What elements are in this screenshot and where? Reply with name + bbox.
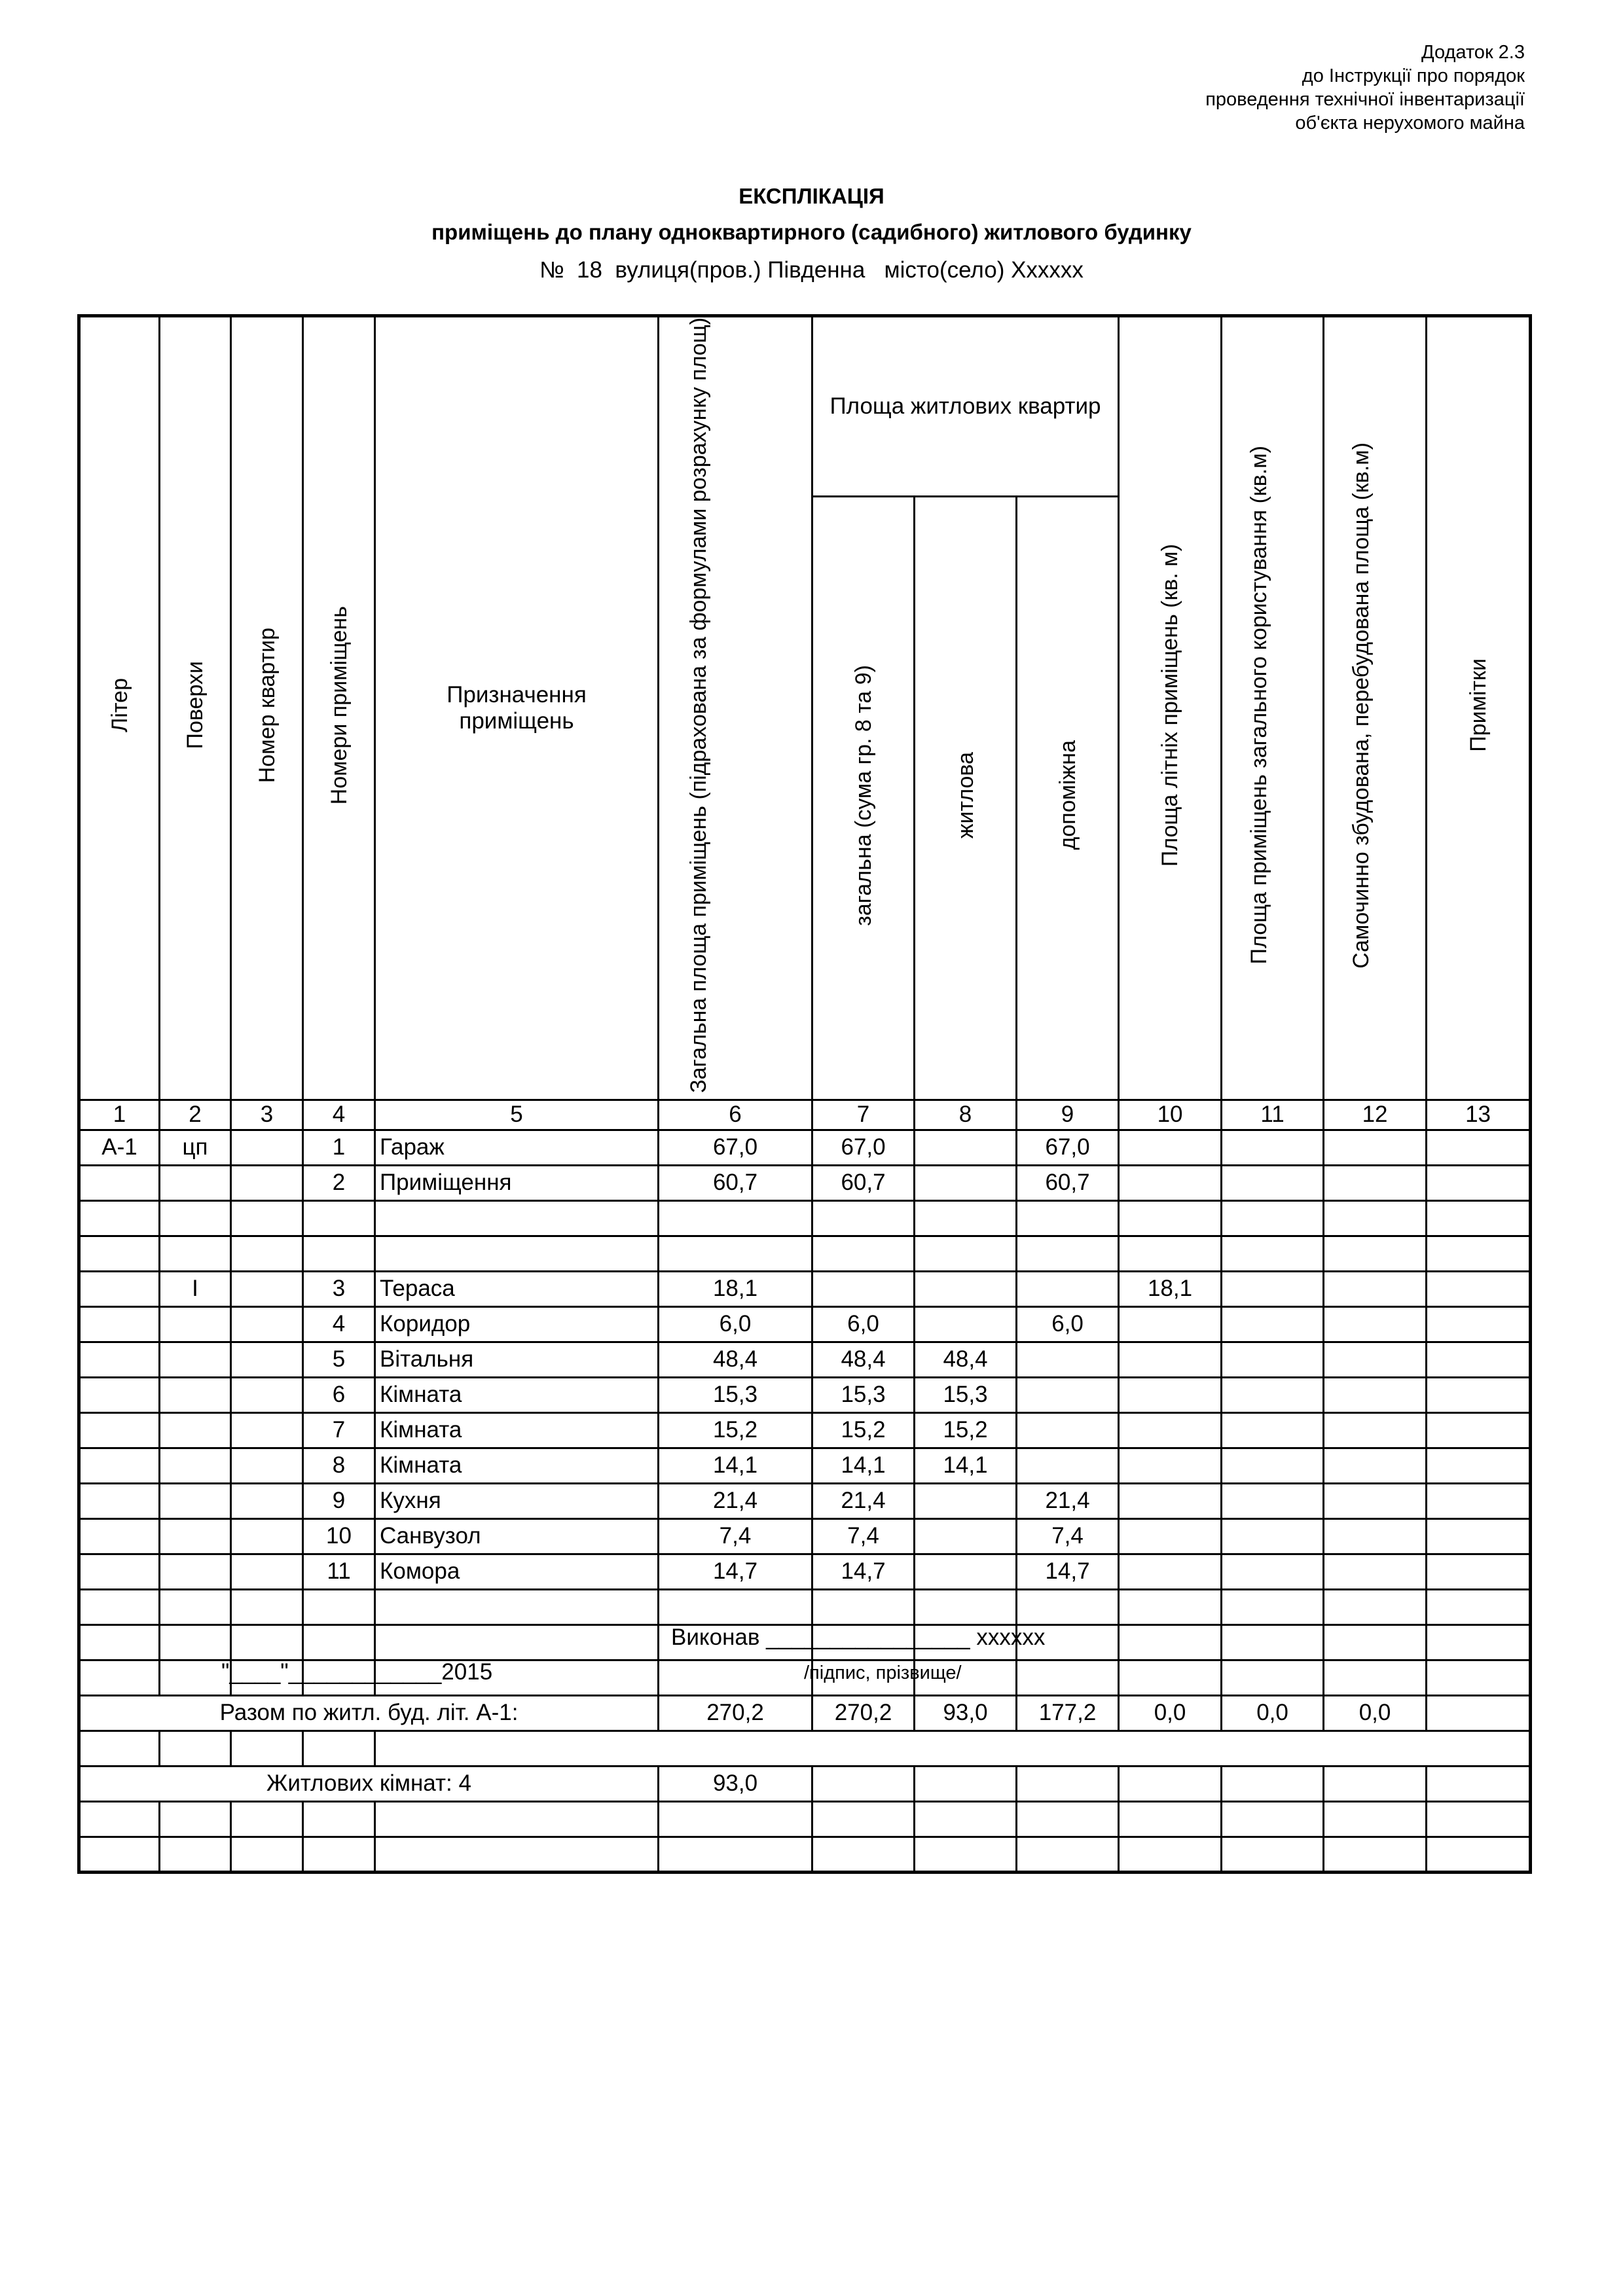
cell-unauthorized-area bbox=[1324, 1624, 1427, 1660]
cell-floor bbox=[160, 1306, 231, 1342]
cell-notes bbox=[1427, 1589, 1531, 1624]
cell-unauthorized-area bbox=[1324, 1306, 1427, 1342]
cell-floor bbox=[160, 1518, 231, 1554]
cell-room-name: Кухня bbox=[375, 1483, 659, 1518]
cell-living-area bbox=[915, 1130, 1017, 1165]
cell-liter bbox=[79, 1554, 160, 1589]
total-row-auxiliary: 177,2 bbox=[1017, 1695, 1119, 1731]
cell-general-area: 60,7 bbox=[812, 1165, 915, 1200]
cell-liter bbox=[79, 1624, 160, 1660]
column-number: 10 bbox=[1119, 1100, 1222, 1130]
cell-room-number: 10 bbox=[303, 1518, 375, 1554]
cell-unauthorized-area bbox=[1324, 1589, 1427, 1624]
cell-summer-area bbox=[1119, 1624, 1222, 1660]
cell-total-area: 48,4 bbox=[659, 1342, 812, 1377]
cell-unauthorized-area bbox=[1324, 1130, 1427, 1165]
cell-general-area: 21,4 bbox=[812, 1483, 915, 1518]
document-title: ЕКСПЛІКАЦІЯ bbox=[739, 184, 884, 208]
cell-apartment bbox=[231, 1624, 303, 1660]
header-common-area: Площа приміщень загального користування (кв.м) bbox=[1222, 316, 1324, 1100]
cell-general-area: 48,4 bbox=[812, 1342, 915, 1377]
cell-general-area bbox=[812, 1271, 915, 1306]
cell-summer-area bbox=[1119, 1554, 1222, 1589]
cell-room-number: 4 bbox=[303, 1306, 375, 1342]
cell-general-area: 67,0 bbox=[812, 1130, 915, 1165]
column-number: 4 bbox=[303, 1100, 375, 1130]
cell-summer-area bbox=[1119, 1200, 1222, 1236]
annex-line: проведення технічної інвентаризації bbox=[1205, 89, 1525, 110]
cell-auxiliary-area bbox=[1017, 1342, 1119, 1377]
cell-living-area bbox=[915, 1200, 1017, 1236]
cell-room-name: Санвузол bbox=[375, 1518, 659, 1554]
cell-total-area: 15,3 bbox=[659, 1377, 812, 1412]
cell-common-area bbox=[1222, 1271, 1324, 1306]
cell-floor: цп bbox=[160, 1130, 231, 1165]
cell-apartment bbox=[231, 1377, 303, 1412]
cell-unauthorized-area bbox=[1324, 1448, 1427, 1483]
cell-room-name: Кімната bbox=[375, 1448, 659, 1483]
cell-room-name: Коридор bbox=[375, 1306, 659, 1342]
cell-living-area bbox=[915, 1165, 1017, 1200]
cell-living-area bbox=[915, 1271, 1017, 1306]
cell-liter bbox=[79, 1165, 160, 1200]
cell-total-area: 7,4 bbox=[659, 1518, 812, 1554]
cell-general-area bbox=[812, 1236, 915, 1271]
cell-common-area bbox=[1222, 1660, 1324, 1695]
header-general-sum: загальна (сума гр. 8 та 9) bbox=[812, 497, 915, 1100]
cell-apartment bbox=[231, 1448, 303, 1483]
cell-apartment bbox=[231, 1200, 303, 1236]
cell-room-name bbox=[375, 1200, 659, 1236]
blank-row bbox=[79, 1731, 1531, 1766]
cell-notes bbox=[1427, 1412, 1531, 1448]
column-number: 11 bbox=[1222, 1100, 1324, 1130]
cell-general-area: 15,3 bbox=[812, 1377, 915, 1412]
header-total-area: Загальна площа приміщень (підрахована за формулами розрахунку площ) bbox=[659, 316, 812, 1100]
header-auxiliary: допоміжна bbox=[1017, 497, 1119, 1100]
cell-room-name: Тераса bbox=[375, 1271, 659, 1306]
cell-notes bbox=[1427, 1200, 1531, 1236]
cell-common-area bbox=[1222, 1342, 1324, 1377]
cell-floor bbox=[160, 1342, 231, 1377]
cell-total-area bbox=[659, 1200, 812, 1236]
total-row-living: 93,0 bbox=[915, 1695, 1017, 1731]
cell-general-area: 15,2 bbox=[812, 1412, 915, 1448]
cell-liter bbox=[79, 1448, 160, 1483]
cell-liter bbox=[79, 1271, 160, 1306]
column-number: 13 bbox=[1427, 1100, 1531, 1130]
cell-auxiliary-area: 7,4 bbox=[1017, 1518, 1119, 1554]
cell-room-number bbox=[303, 1624, 375, 1660]
cell-room-name bbox=[375, 1589, 659, 1624]
cell-summer-area bbox=[1119, 1518, 1222, 1554]
cell-notes bbox=[1427, 1377, 1531, 1412]
table-row bbox=[79, 1130, 1531, 1165]
cell-notes bbox=[1427, 1448, 1531, 1483]
table-row bbox=[79, 1306, 1531, 1342]
cell-auxiliary-area bbox=[1017, 1236, 1119, 1271]
date-line: "____"____________2015 bbox=[221, 1659, 493, 1685]
cell-unauthorized-area bbox=[1324, 1518, 1427, 1554]
cell-liter bbox=[79, 1200, 160, 1236]
cell-summer-area bbox=[1119, 1589, 1222, 1624]
cell-total-area: 67,0 bbox=[659, 1130, 812, 1165]
total-row-total: 270,2 bbox=[659, 1695, 812, 1731]
cell-summer-area bbox=[1119, 1483, 1222, 1518]
cell-floor bbox=[160, 1483, 231, 1518]
table-row bbox=[79, 1342, 1531, 1377]
cell-floor bbox=[160, 1165, 231, 1200]
cell-room-name: Комора bbox=[375, 1554, 659, 1589]
total-row-general: 270,2 bbox=[812, 1695, 915, 1731]
cell-unauthorized-area bbox=[1324, 1165, 1427, 1200]
blank-row bbox=[79, 1801, 1531, 1837]
document-subtitle: приміщень до плану одноквартирного (садибного) житлового будинку bbox=[431, 220, 1192, 244]
cell-common-area bbox=[1222, 1200, 1324, 1236]
cell-auxiliary-area bbox=[1017, 1660, 1119, 1695]
cell-notes bbox=[1427, 1165, 1531, 1200]
cell-floor bbox=[160, 1236, 231, 1271]
cell-apartment bbox=[231, 1306, 303, 1342]
cell-general-area: 6,0 bbox=[812, 1306, 915, 1342]
cell-unauthorized-area bbox=[1324, 1377, 1427, 1412]
column-number: 2 bbox=[160, 1100, 231, 1130]
cell-unauthorized-area bbox=[1324, 1342, 1427, 1377]
cell-living-area bbox=[915, 1518, 1017, 1554]
cell-living-area: 15,2 bbox=[915, 1412, 1017, 1448]
cell-summer-area bbox=[1119, 1306, 1222, 1342]
cell-liter bbox=[79, 1518, 160, 1554]
cell-total-area: 60,7 bbox=[659, 1165, 812, 1200]
cell-total-area: 15,2 bbox=[659, 1412, 812, 1448]
cell-general-area: 14,7 bbox=[812, 1554, 915, 1589]
cell-auxiliary-area bbox=[1017, 1448, 1119, 1483]
cell-apartment bbox=[231, 1554, 303, 1589]
cell-floor bbox=[160, 1377, 231, 1412]
cell-auxiliary-area: 60,7 bbox=[1017, 1165, 1119, 1200]
cell-summer-area: 18,1 bbox=[1119, 1271, 1222, 1306]
cell-auxiliary-area bbox=[1017, 1412, 1119, 1448]
cell-summer-area bbox=[1119, 1448, 1222, 1483]
column-number: 5 bbox=[375, 1100, 659, 1130]
cell-unauthorized-area bbox=[1324, 1554, 1427, 1589]
table-row bbox=[79, 1412, 1531, 1448]
cell-notes bbox=[1427, 1624, 1531, 1660]
cell-total-area: 18,1 bbox=[659, 1271, 812, 1306]
cell-notes bbox=[1427, 1518, 1531, 1554]
cell-total-area bbox=[659, 1589, 812, 1624]
cell-apartment bbox=[231, 1518, 303, 1554]
blank-row bbox=[79, 1837, 1531, 1872]
cell-summer-area bbox=[1119, 1342, 1222, 1377]
cell-living-area bbox=[915, 1306, 1017, 1342]
cell-auxiliary-area: 6,0 bbox=[1017, 1306, 1119, 1342]
cell-unauthorized-area bbox=[1324, 1660, 1427, 1695]
cell-room-name bbox=[375, 1624, 659, 1660]
cell-common-area bbox=[1222, 1589, 1324, 1624]
cell-living-area: 14,1 bbox=[915, 1448, 1017, 1483]
header-living: житлова bbox=[915, 497, 1017, 1100]
cell-auxiliary-area: 21,4 bbox=[1017, 1483, 1119, 1518]
cell-room-number bbox=[303, 1589, 375, 1624]
table-row bbox=[79, 1271, 1531, 1306]
cell-living-area bbox=[915, 1554, 1017, 1589]
cell-apartment bbox=[231, 1589, 303, 1624]
table-row bbox=[79, 1589, 1531, 1624]
cell-total-area: 14,1 bbox=[659, 1448, 812, 1483]
total-row-summer: 0,0 bbox=[1119, 1695, 1222, 1731]
cell-notes bbox=[1427, 1660, 1531, 1695]
cell-common-area bbox=[1222, 1412, 1324, 1448]
cell-liter bbox=[79, 1342, 160, 1377]
cell-notes bbox=[1427, 1130, 1531, 1165]
cell-apartment bbox=[231, 1271, 303, 1306]
total-row-notes bbox=[1427, 1695, 1531, 1731]
cell-summer-area bbox=[1119, 1412, 1222, 1448]
cell-liter bbox=[79, 1483, 160, 1518]
total-row-unauthorized: 0,0 bbox=[1324, 1695, 1427, 1731]
column-number: 7 bbox=[812, 1100, 915, 1130]
column-number: 1 bbox=[79, 1100, 160, 1130]
cell-room-number: 2 bbox=[303, 1165, 375, 1200]
cell-notes bbox=[1427, 1342, 1531, 1377]
total-row-common: 0,0 bbox=[1222, 1695, 1324, 1731]
cell-liter bbox=[79, 1236, 160, 1271]
total-row-label: Разом по житл. буд. літ. А-1: bbox=[79, 1695, 659, 1731]
cell-floor bbox=[160, 1554, 231, 1589]
cell-common-area bbox=[1222, 1624, 1324, 1660]
cell-living-area bbox=[915, 1236, 1017, 1271]
cell-apartment bbox=[231, 1130, 303, 1165]
cell-apartment bbox=[231, 1483, 303, 1518]
cell-room-name: Гараж bbox=[375, 1130, 659, 1165]
column-number: 3 bbox=[231, 1100, 303, 1130]
cell-general-area bbox=[812, 1200, 915, 1236]
annex-line: Додаток 2.3 bbox=[1421, 42, 1525, 63]
cell-notes bbox=[1427, 1554, 1531, 1589]
cell-summer-area bbox=[1119, 1660, 1222, 1695]
cell-total-area bbox=[659, 1660, 812, 1695]
cell-room-number bbox=[303, 1200, 375, 1236]
cell-room-number: 8 bbox=[303, 1448, 375, 1483]
table-row bbox=[79, 1165, 1531, 1200]
cell-common-area bbox=[1222, 1518, 1324, 1554]
cell-apartment bbox=[231, 1236, 303, 1271]
cell-unauthorized-area bbox=[1324, 1200, 1427, 1236]
cell-general-area: 14,1 bbox=[812, 1448, 915, 1483]
header-floors: Поверхи bbox=[160, 316, 231, 1100]
cell-auxiliary-area: 67,0 bbox=[1017, 1130, 1119, 1165]
cell-common-area bbox=[1222, 1448, 1324, 1483]
living-rooms-label: Житлових кімнат: 4 bbox=[79, 1766, 659, 1801]
table-row bbox=[79, 1448, 1531, 1483]
cell-floor bbox=[160, 1412, 231, 1448]
cell-total-area: 14,7 bbox=[659, 1554, 812, 1589]
cell-room-name: Кімната bbox=[375, 1412, 659, 1448]
cell-liter bbox=[79, 1589, 160, 1624]
document-title-block bbox=[0, 180, 1623, 289]
cell-unauthorized-area bbox=[1324, 1271, 1427, 1306]
cell-auxiliary-area: 14,7 bbox=[1017, 1554, 1119, 1589]
column-number: 6 bbox=[659, 1100, 812, 1130]
header-unauthorized-area: Самочинно збудована, перебудована площа (кв.м) bbox=[1324, 316, 1427, 1100]
header-summer-area: Площа літніх приміщень (кв. м) bbox=[1119, 316, 1222, 1100]
total-row bbox=[79, 1695, 1531, 1731]
cell-room-name: Вітальня bbox=[375, 1342, 659, 1377]
cell-auxiliary-area bbox=[1017, 1271, 1119, 1306]
cell-total-area: 6,0 bbox=[659, 1306, 812, 1342]
header-notes: Примітки bbox=[1427, 316, 1531, 1100]
cell-liter bbox=[79, 1306, 160, 1342]
cell-room-number: 11 bbox=[303, 1554, 375, 1589]
cell-living-area bbox=[915, 1589, 1017, 1624]
annex-reference bbox=[936, 41, 1525, 135]
cell-unauthorized-area bbox=[1324, 1483, 1427, 1518]
cell-room-number: 9 bbox=[303, 1483, 375, 1518]
annex-line: об'єкта нерухомого майна bbox=[1295, 113, 1525, 134]
living-rooms-total: 93,0 bbox=[659, 1766, 812, 1801]
cell-liter bbox=[79, 1660, 160, 1695]
cell-notes bbox=[1427, 1236, 1531, 1271]
cell-common-area bbox=[1222, 1236, 1324, 1271]
cell-room-number: 7 bbox=[303, 1412, 375, 1448]
cell-auxiliary-area bbox=[1017, 1589, 1119, 1624]
cell-summer-area bbox=[1119, 1130, 1222, 1165]
table-row bbox=[79, 1236, 1531, 1271]
header-liter: Літер bbox=[79, 316, 160, 1100]
cell-general-area bbox=[812, 1589, 915, 1624]
cell-common-area bbox=[1222, 1554, 1324, 1589]
cell-liter: А-1 bbox=[79, 1130, 160, 1165]
cell-liter bbox=[79, 1377, 160, 1412]
cell-notes bbox=[1427, 1306, 1531, 1342]
cell-room-number bbox=[303, 1236, 375, 1271]
cell-summer-area bbox=[1119, 1165, 1222, 1200]
cell-summer-area bbox=[1119, 1236, 1222, 1271]
cell-floor bbox=[160, 1589, 231, 1624]
cell-living-area: 48,4 bbox=[915, 1342, 1017, 1377]
signature-hint: /підпис, прізвище/ bbox=[804, 1662, 962, 1683]
cell-floor bbox=[160, 1660, 231, 1695]
table-row bbox=[79, 1377, 1531, 1412]
cell-floor: І bbox=[160, 1271, 231, 1306]
cell-unauthorized-area bbox=[1324, 1236, 1427, 1271]
cell-common-area bbox=[1222, 1130, 1324, 1165]
table-row bbox=[79, 1483, 1531, 1518]
column-number: 8 bbox=[915, 1100, 1017, 1130]
cell-room-number: 5 bbox=[303, 1342, 375, 1377]
header-purpose: Призначення приміщень bbox=[375, 316, 659, 1100]
header-room-numbers: Номери приміщень bbox=[303, 316, 375, 1100]
cell-floor bbox=[160, 1448, 231, 1483]
table-row bbox=[79, 1554, 1531, 1589]
cell-floor bbox=[160, 1200, 231, 1236]
cell-notes bbox=[1427, 1483, 1531, 1518]
cell-apartment bbox=[231, 1412, 303, 1448]
cell-common-area bbox=[1222, 1377, 1324, 1412]
cell-auxiliary-area bbox=[1017, 1377, 1119, 1412]
rooms-body bbox=[79, 1130, 1531, 1695]
cell-living-area bbox=[915, 1483, 1017, 1518]
table-row bbox=[79, 1200, 1531, 1236]
header-living-apartments-area: Площа житлових квартир bbox=[812, 316, 1119, 497]
address-line: № 18 вулиця(пров.) Південна місто(село) Хххххх bbox=[539, 257, 1084, 283]
cell-common-area bbox=[1222, 1483, 1324, 1518]
column-number: 9 bbox=[1017, 1100, 1119, 1130]
annex-line: до Інструкції про порядок bbox=[1302, 65, 1525, 86]
cell-auxiliary-area bbox=[1017, 1200, 1119, 1236]
cell-apartment bbox=[231, 1165, 303, 1200]
cell-room-name: Приміщення bbox=[375, 1165, 659, 1200]
cell-common-area bbox=[1222, 1165, 1324, 1200]
cell-notes bbox=[1427, 1271, 1531, 1306]
column-number-row bbox=[79, 1100, 1531, 1130]
header-apartment-number: Номер квартир bbox=[231, 316, 303, 1100]
column-number: 12 bbox=[1324, 1100, 1427, 1130]
cell-total-area bbox=[659, 1236, 812, 1271]
cell-room-number: 6 bbox=[303, 1377, 375, 1412]
table-row bbox=[79, 1518, 1531, 1554]
cell-total-area: 21,4 bbox=[659, 1483, 812, 1518]
cell-room-name bbox=[375, 1236, 659, 1271]
cell-living-area: 15,3 bbox=[915, 1377, 1017, 1412]
cell-room-number: 1 bbox=[303, 1130, 375, 1165]
cell-apartment bbox=[231, 1342, 303, 1377]
living-rooms-row bbox=[79, 1766, 1531, 1801]
cell-unauthorized-area bbox=[1324, 1412, 1427, 1448]
cell-common-area bbox=[1222, 1306, 1324, 1342]
executed-by-line: Виконав ________________ хххххх bbox=[671, 1624, 1046, 1650]
cell-general-area: 7,4 bbox=[812, 1518, 915, 1554]
cell-room-name: Кімната bbox=[375, 1377, 659, 1412]
cell-liter bbox=[79, 1412, 160, 1448]
cell-floor bbox=[160, 1624, 231, 1660]
cell-summer-area bbox=[1119, 1377, 1222, 1412]
cell-room-number: 3 bbox=[303, 1271, 375, 1306]
